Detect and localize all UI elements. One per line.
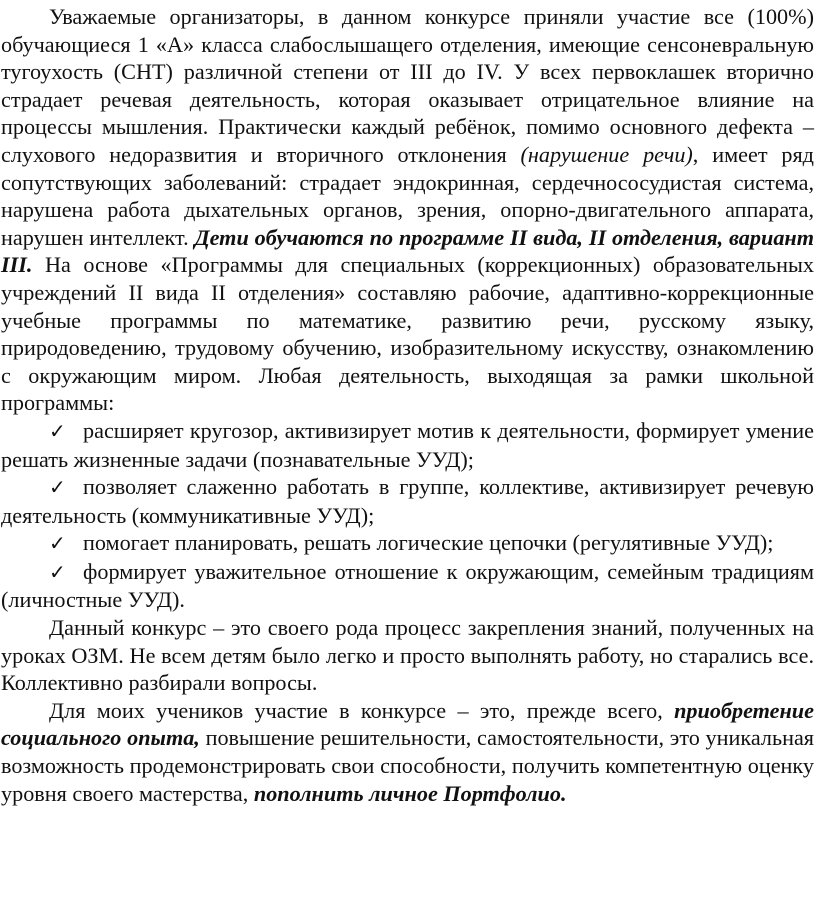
paragraph-conclusion-text-2: повышение решительности, самостоятельности, это уникальная возможность продемонстрировать свои способности, получить компетентную оценку уровня своего мастерства, <box>1 725 814 806</box>
checklist-item-text: расширяет кругозор, активизирует мотив к деятельности, формирует умение решать жизненные задачи (познавательные УУД); <box>1 417 814 472</box>
paragraph-intro <box>1 3 814 417</box>
paragraph-contest-summary: Данный конкурс – это своего рода процесс закрепления знаний, полученных на уроках ОЗМ. Не всем детям было легко и просто выполнять работу, но старались все. Коллективно разбирали вопросы. <box>1 615 814 696</box>
checkmark-icon: ✓ <box>49 475 66 500</box>
paragraph-intro-text-3: На основе «Программы для специальных (коррекционных) образовательных учреждений II вида II отделения» составляю рабочие, адаптивно-коррекционные учебные программы по математике, развитию речи, русскому языку, природоведению, трудовому обучению, изобразительному искусству, ознакомлению с окружающим миром. Любая деятельность, выходящая за рамки школьной программы: <box>1 252 814 416</box>
paragraph-conclusion <box>1 697 814 807</box>
checklist-item-3 <box>1 529 814 558</box>
social-experience-emphasis: приобретение социального опыта, <box>1 697 814 751</box>
checklist-item-2 <box>1 473 814 529</box>
checklist-item-1 <box>1 417 814 473</box>
paragraph-conclusion-text: Для моих учеников участие в конкурсе – это, прежде всего, <box>49 697 675 723</box>
checklist-item-4 <box>1 558 814 614</box>
portfolio-emphasis: пополнить личное Портфолио. <box>253 780 567 806</box>
checklist-item-text: позволяет слаженно работать в группе, коллективе, активизирует речевую деятельность (коммуникативные УУД); <box>1 474 814 528</box>
program-type-emphasis: Дети обучаются по программе II вида, II отделения, вариант III. <box>1 224 814 278</box>
paragraph-intro-text: Уважаемые организаторы, в данном конкурсе приняли участие все (100%) обучающиеся 1 «А» класса слабослышащего отделения, имеющие сенсоневральную тугоухость (СНТ) различной степени от III до IV. У всех первоклашек вторично страдает речевая деятельность, которая оказывает отрицательное влияние на процессы мышления. Практически каждый ребёнок, помимо основного дефекта – слухового недоразвития и вторичного отклонения <box>1 4 814 167</box>
paragraph-intro-text-2: , имеет ряд сопутствующих заболеваний: страдает эндокринная, сердечнососудистая система, нарушена работа дыхательных органов, зрения, опорно-двигательного аппарата, нарушен интеллект. <box>1 141 814 250</box>
checklist-item-text: помогает планировать, решать логические цепочки (регулятивные УУД); <box>83 530 774 556</box>
checkmark-icon: ✓ <box>49 559 66 584</box>
checklist-item-text: формирует уважительное отношение к окружающим, семейным традициям (личностные УУД). <box>1 558 814 613</box>
checkmark-icon: ✓ <box>49 418 66 443</box>
speech-disorder-note: (нарушение речи) <box>520 141 693 167</box>
checkmark-icon: ✓ <box>49 531 66 556</box>
